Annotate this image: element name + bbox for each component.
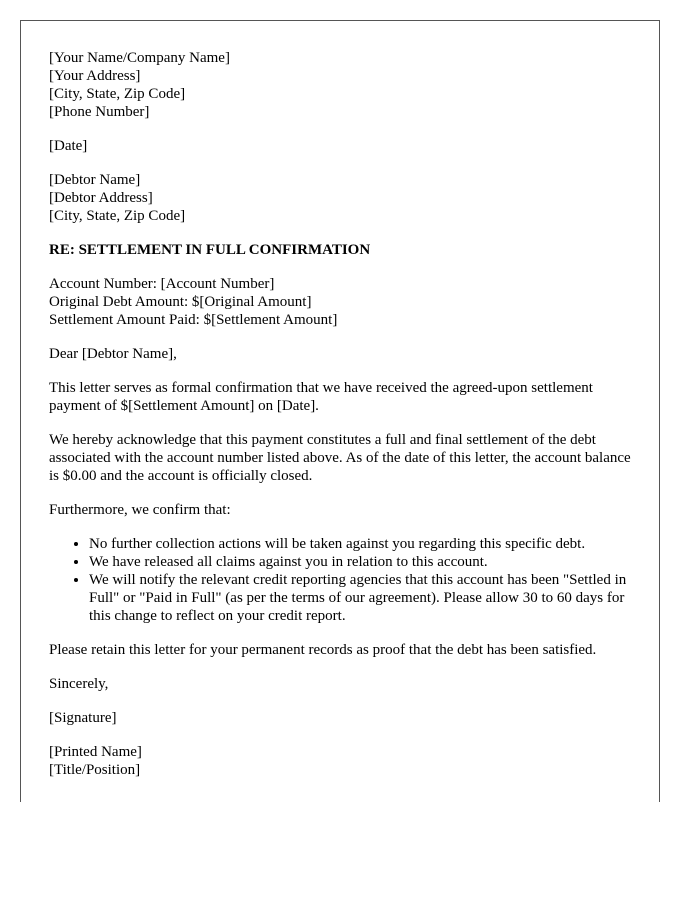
sender-phone: [Phone Number] bbox=[49, 104, 150, 120]
salutation: Dear [Debtor Name], bbox=[49, 346, 177, 362]
letter-date: [Date] bbox=[49, 138, 88, 154]
signer-name: [Printed Name] bbox=[49, 744, 142, 760]
letter-page bbox=[20, 20, 660, 802]
sender-name: [Your Name/Company Name] bbox=[49, 50, 230, 66]
closing: Sincerely, bbox=[49, 676, 109, 692]
signer-title: [Title/Position] bbox=[49, 762, 141, 778]
sender-address: [Your Address] bbox=[49, 68, 141, 84]
confirmation-list bbox=[49, 535, 631, 625]
list-item: • We will notify the relevant credit reporting agencies that this account has been "Settled in Full" or "Paid in Full" (as per the terms of our agreement). Please allow 30 to 60 days for this change to reflect on your credit report. bbox=[89, 571, 631, 625]
recipient-block bbox=[49, 171, 631, 225]
sender-city: [City, State, Zip Code] bbox=[49, 86, 186, 102]
recipient-address: [Debtor Address] bbox=[49, 190, 153, 206]
paragraph-confirmation: This letter serves as formal confirmation that we have received the agreed-upon settlement payment of $[Settlement Amount] on [Date]. bbox=[49, 380, 593, 414]
account-number: Account Number: [Account Number] bbox=[49, 276, 275, 292]
subject-heading: RE: SETTLEMENT IN FULL CONFIRMATION bbox=[49, 242, 371, 258]
signer-block bbox=[49, 743, 631, 779]
recipient-name: [Debtor Name] bbox=[49, 172, 141, 188]
date-line bbox=[49, 137, 631, 155]
paragraph-furthermore: Furthermore, we confirm that: bbox=[49, 502, 231, 518]
recipient-city: [City, State, Zip Code] bbox=[49, 208, 186, 224]
settlement-amount-paid: Settlement Amount Paid: $[Settlement Amount] bbox=[49, 312, 338, 328]
paragraph-acknowledgement: We hereby acknowledge that this payment constitutes a full and final settlement of the debt associated with the account number listed above. As of the date of this letter, the account balance is $0.00 and the account is officially closed. bbox=[49, 432, 631, 484]
list-item: • We have released all claims against you in relation to this account. bbox=[89, 553, 631, 571]
account-details bbox=[49, 275, 631, 329]
signature: [Signature] bbox=[49, 710, 117, 726]
list-item: • No further collection actions will be taken against you regarding this specific debt. bbox=[89, 535, 631, 553]
sender-block bbox=[49, 49, 631, 121]
original-debt-amount: Original Debt Amount: $[Original Amount] bbox=[49, 294, 312, 310]
closing-paragraph: Please retain this letter for your permanent records as proof that the debt has been satisfied. bbox=[49, 642, 597, 658]
